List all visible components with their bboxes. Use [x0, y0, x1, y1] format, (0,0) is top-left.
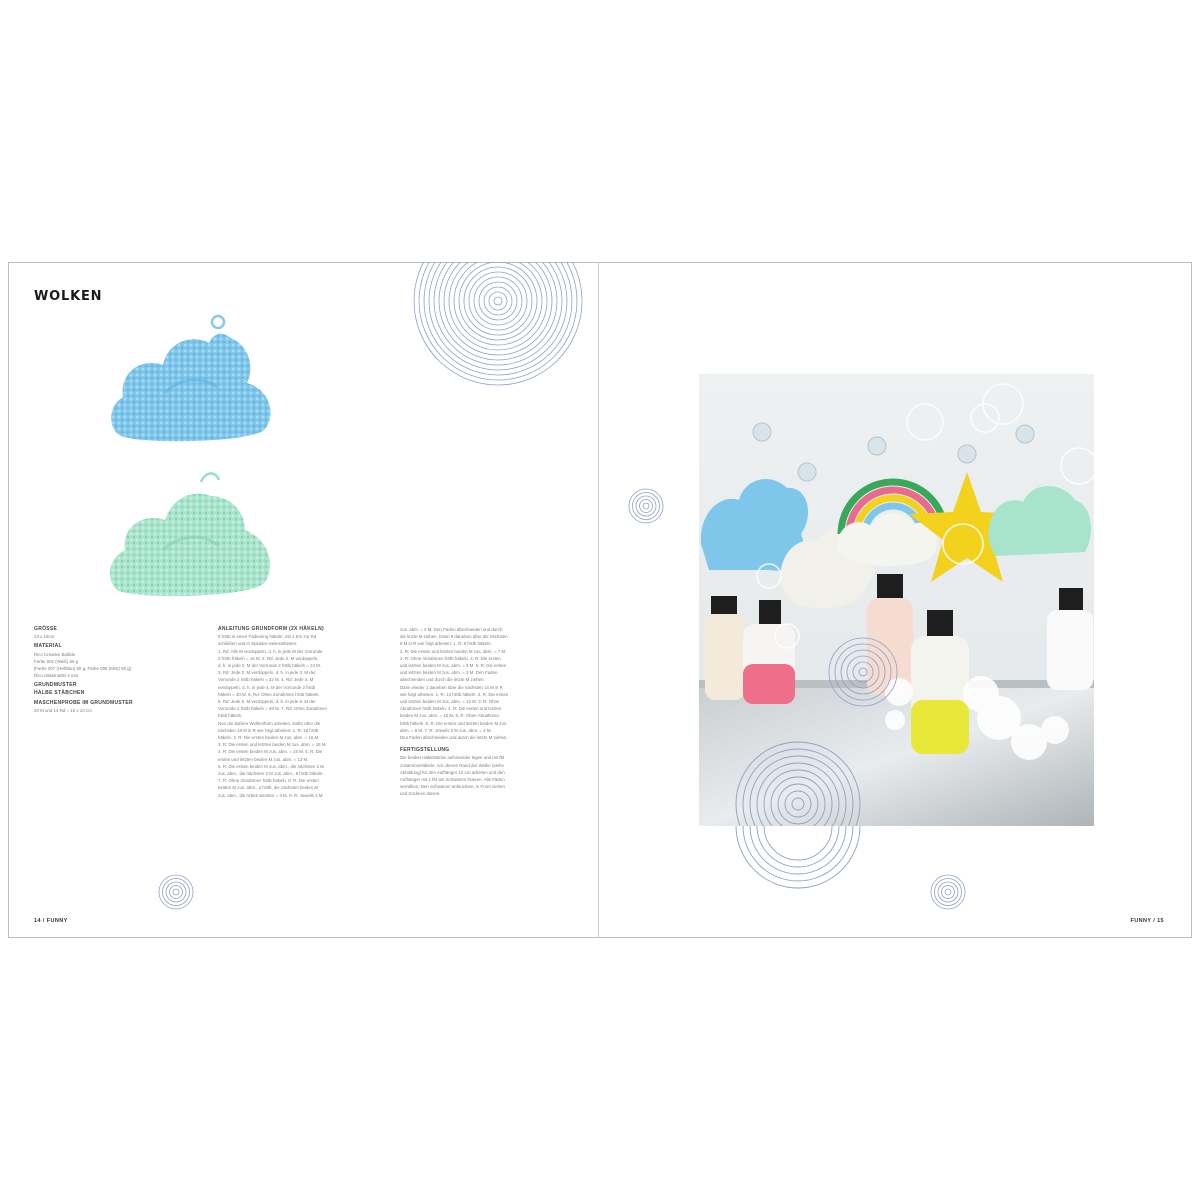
material-line: Rico Häkelnadel 4 mm [34, 673, 79, 679]
instruction-line: zus. abm., die nächsten 2 M zus. abm., 8 hStb häkeln. [218, 771, 324, 777]
blue-cloud-sponge-image [105, 313, 283, 448]
finishing-line: vernähen. Den Schwamm anfeuchten, in Form ziehen [400, 784, 505, 790]
instructions-body [218, 633, 388, 799]
continuation-body [400, 626, 572, 741]
small-concentric-rings-decoration [930, 874, 966, 910]
continuation-line: und letzten beiden M zus. abm. = 3 M. Den Faden [400, 670, 498, 676]
page-title: WOLKEN [34, 289, 103, 304]
continuation-line: 3. R: Ohne Abnahmen hStb häkeln. 4. R: Die ersten [400, 655, 501, 661]
instruction-line: ersten und letzten beiden M zus. abm. = 13 M. [218, 756, 309, 762]
info-column [34, 626, 194, 717]
small-concentric-rings-decoration [628, 488, 664, 524]
continuation-line: abm. = 8 M. 7. R: Jeweils 2 M zus. abm. = 4 M. [400, 727, 492, 733]
instruction-line: 1. Rd: Alle M verdoppeln, d. h. in jede M der Vorrunde [218, 648, 323, 654]
instruction-line: zus. abm., die Arbeit wenden = 4 M. 9. R: Jeweils 2 M [218, 792, 323, 798]
instruction-line: beiden M zus. abm., 2 hStb, die nächsten beiden M [218, 785, 319, 791]
instruction-line: 6. Rd: Jede 5. M verdoppeln, d. h. in jede 5. M der [218, 699, 316, 705]
gauge-value: 20 M und 14 Rd = 10 x 10 cm [34, 708, 92, 714]
continuation-line: und letzten beiden M zus. abm. = 12 M. 3. R: Ohne [400, 699, 500, 705]
instruction-line: verdoppeln, d. h. in jede 4. M der Vorrunde 2 hStb [218, 684, 316, 690]
instruction-line: 8 hStb in einen Fadenring häkeln, mit 1 Km zur Rd [218, 634, 317, 640]
continuation-line: 9 M in R wie folgt arbeiten: 1. R: 9 hStb häkeln. [400, 641, 492, 647]
size-heading: GRÖSSE [34, 626, 58, 632]
mint-cloud-sponge-image [105, 466, 280, 602]
continuation-line: hStb häkeln. 6. R: Die ersten und letzten beiden M zus. [400, 720, 508, 726]
instruction-line: 2 hStb häkeln = 16 M. 2. Rd: Jede 2. M verdoppeln, [218, 655, 319, 661]
pattern-value: HALBE STÄBCHEN [34, 689, 85, 696]
material-line: [Farbe 007 (Hellblau) 50 g, Farbe 008 (Mint) 50 g] [34, 666, 131, 672]
instruction-line: 6. R: Die ersten beiden M zus. abm., die nächsten 2 M [218, 763, 324, 769]
continuation-line: Abnahmen hStb häkeln. 4. R: Die ersten und letzten [400, 706, 502, 712]
continuation-line: beiden M zus. abm. = 10 M. 5. R: Ohne Abnahmen [400, 713, 499, 719]
material-line: Rico Creative Bubble [34, 651, 76, 657]
material-line: Farbe 001 (Weiß) 50 g [34, 658, 79, 664]
continuation-line: abschneiden und durch die letzte M ziehen. [400, 677, 485, 683]
continuation-line: und letzten beiden M zus. abm. = 5 M. 5. R: Die ersten [400, 663, 507, 669]
finishing-heading: FERTIGSTELLUNG [400, 747, 450, 754]
continuation-line: Den Faden abschneiden und durch die letzte M ziehen. [400, 735, 508, 741]
material-heading: MATERIAL [34, 643, 62, 650]
continuation-column [400, 626, 572, 798]
finishing-line: Abbildung) für den Aufhänger 12 Lm arbeiten und den [400, 769, 505, 775]
bathroom-photo [699, 374, 1094, 826]
finishing-line: Aufhänger mit 1 fM am Schwamm fixieren. Alle Fäden [400, 777, 505, 783]
continuation-line: Dann wieder 1 daneben über die nächsten 14 M in R [400, 684, 503, 690]
small-concentric-rings-decoration [158, 874, 194, 910]
instructions-column [218, 626, 388, 799]
pattern-heading: GRUNDMUSTER [34, 682, 77, 689]
instruction-line: 4. R: Die ersten beiden M zus. abm. = 15 M. 5. R: Die [218, 749, 323, 755]
finishing-line: Die beiden Häkelstücke aufeinander legen und mit fM [400, 755, 505, 761]
continuation-line: 2. R: Die ersten und letzten beiden M zus. abm. = 7 M. [400, 648, 507, 654]
instruction-line: hStb häkeln. [218, 713, 243, 719]
page-gutter [598, 262, 599, 938]
instruction-line: Vorrunde 2 hStb häkeln = 32 M. 4. Rd: Jede 4. M [218, 677, 314, 683]
concentric-rings-decoration [411, 257, 585, 389]
gauge-heading: MASCHENPROBE IM GRUNDMUSTER [34, 699, 133, 706]
instruction-line: 7. R: Ohne Abnahmen hStb häkeln. 8. R: Die ersten [218, 778, 319, 784]
instruction-line: häkeln = 40 M. 5. Rd: Ohne Zunahmen hStb häkeln. [218, 691, 320, 697]
page-folio-left: 14 / FUNNY [34, 918, 68, 924]
finishing-line: zusammenhäkeln. Am oberen Rand der Wolke (siehe [400, 762, 504, 768]
continuation-line: zus. abm. = 2 M. Den Faden abschneiden und durch [400, 627, 503, 632]
instruction-line: Vorrunde 2 hStb häkeln = 48 M. 7. Rd: Ohne Zunahmen [218, 706, 327, 712]
instruction-line: häkeln. 2. R: Die ersten beiden M zus. abm. = 16 M. [218, 735, 320, 741]
page-folio-right: FUNNY / 15 [1130, 918, 1164, 924]
instruction-line: nächsten 18 M in R wie folgt arbeiten: 1. R: 18 hStb [218, 727, 319, 733]
continuation-line: die letzte M ziehen. Dann 9 daneben über die nächsten [400, 634, 508, 640]
finishing-body [400, 754, 572, 797]
finishing-line: und trocknen lassen. [400, 791, 441, 797]
instruction-line: Nun die äußere Wolkenform arbeiten. Dafür über die [218, 720, 321, 726]
instruction-line: schließen und in Spiralen weiterarbeiten. [218, 641, 298, 647]
instruction-line: 3. Rd: Jede 3. M verdoppeln, d. h. in jede 3. M der [218, 670, 316, 676]
size-value: 13 x 16cm [34, 634, 55, 640]
instruction-line: d. h. in jede 2. M der Vorrunde 2 hStb häkeln = 24 M. [218, 663, 322, 669]
instruction-line: 3. R: Die ersten und letzten beiden M zus. abm. = 16 M. [218, 742, 327, 748]
instructions-heading: ANLEITUNG GRUNDFORM (2X HÄKELN) [218, 626, 324, 632]
continuation-line: wie folgt arbeiten: 1. R: 14 hStb häkeln. 2. R: Die ersten [400, 691, 509, 697]
concentric-rings-decoration [736, 826, 862, 866]
